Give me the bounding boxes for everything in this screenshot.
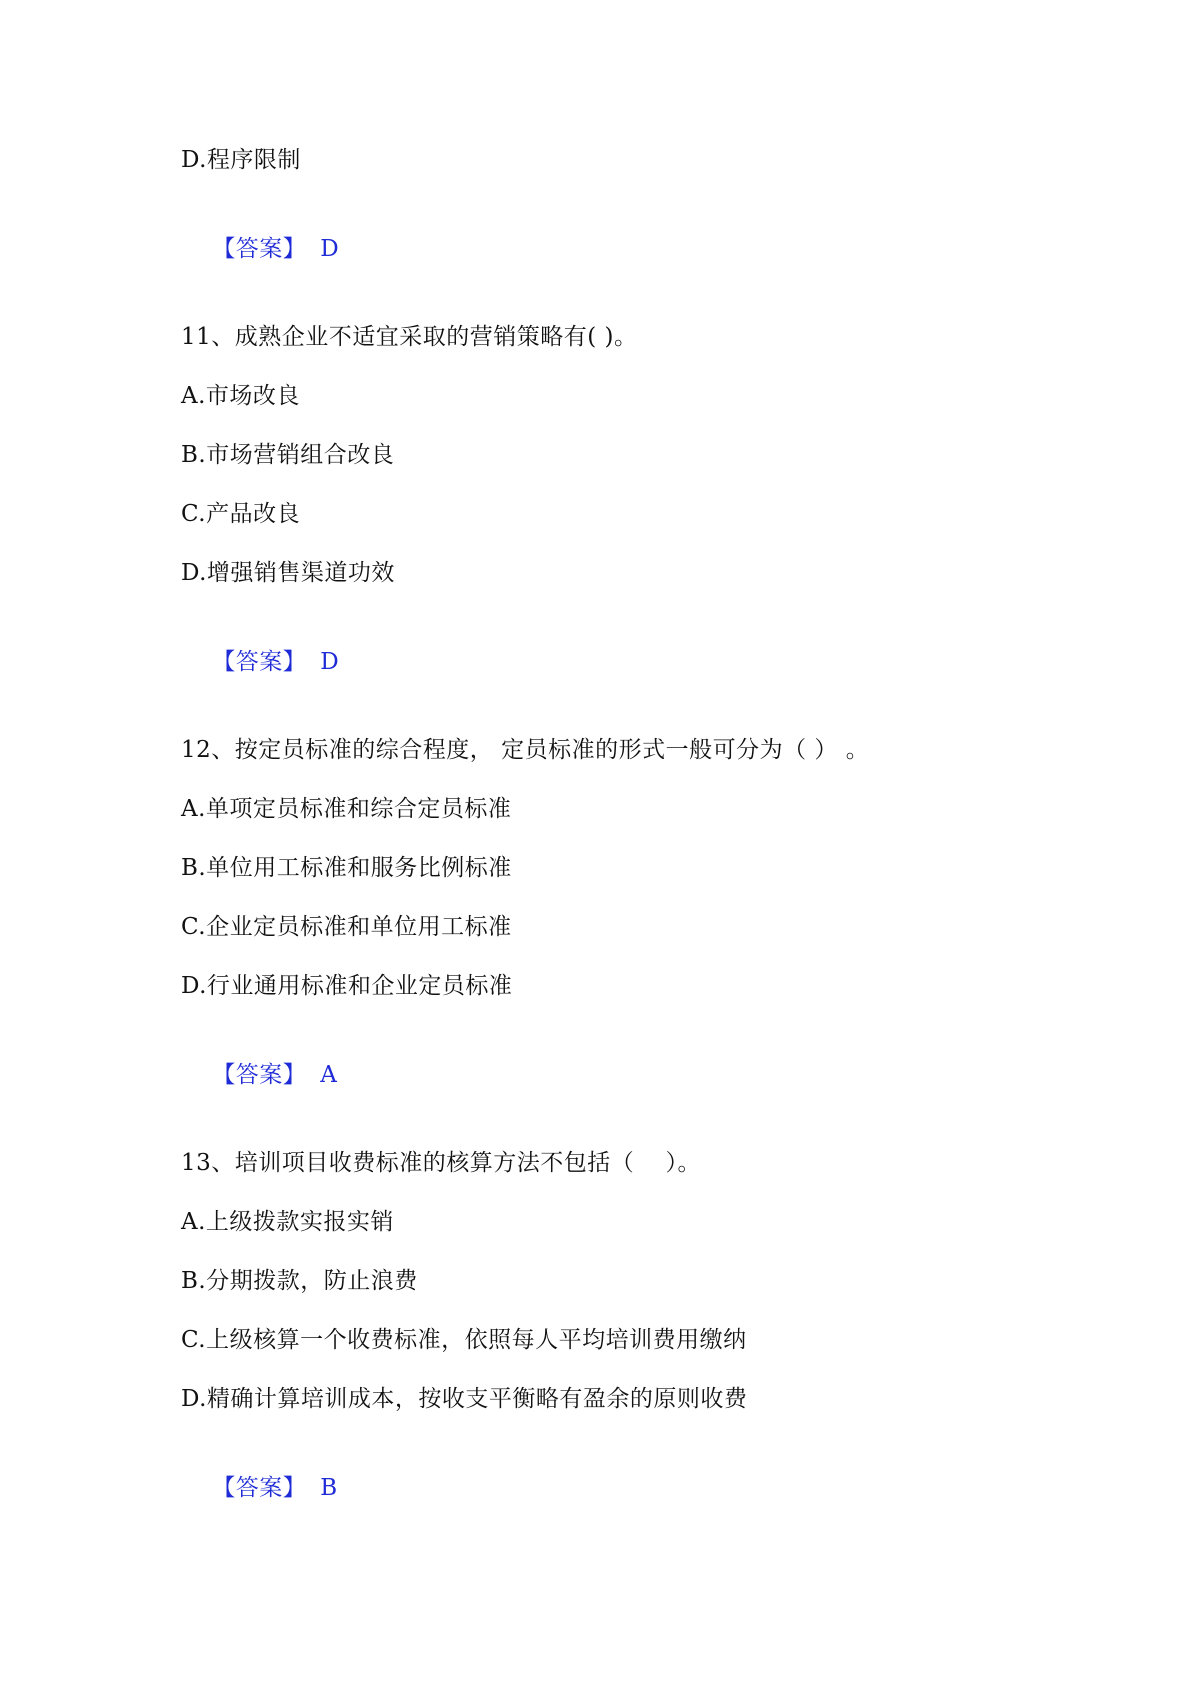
option-a-12: A.单项定员标准和综合定员标准 [181,796,512,822]
question-stem-11: 11、成熟企业不适宜采取的营销策略有( )。 [181,324,638,350]
option-b-12: B.单位用工标准和服务比例标准 [181,855,512,881]
answer-label: 【答案】 [212,1475,307,1501]
option-d-11: D.增强销售渠道功效 [181,560,395,586]
option-c-11: C.产品改良 [181,501,301,527]
answer-line-prev [181,204,339,294]
option-d-12: D.行业通用标准和企业定员标准 [181,973,513,999]
answer-value: A [320,1062,338,1088]
answer-label: 【答案】 [212,1062,307,1088]
answer-line-11 [181,617,339,707]
answer-line-13 [181,1443,338,1533]
option-b-13: B.分期拨款，防止浪费 [181,1268,418,1294]
answer-label: 【答案】 [212,236,307,262]
question-stem-13: 13、培训项目收费标准的核算方法不包括（ ）。 [181,1150,702,1176]
option-a-11: A.市场改良 [181,383,300,409]
answer-label: 【答案】 [212,649,307,675]
option-d-prev: D.程序限制 [181,147,301,173]
option-c-13: C.上级核算一个收费标准，依照每人平均培训费用缴纳 [181,1327,747,1353]
question-stem-12: 12、按定员标准的综合程度， 定员标准的形式一般可分为（ ） 。 [181,737,870,763]
answer-value: D [320,649,340,675]
answer-value: D [320,236,340,262]
answer-value: B [320,1475,338,1501]
option-b-11: B.市场营销组合改良 [181,442,395,468]
option-c-12: C.企业定员标准和单位用工标准 [181,914,512,940]
answer-line-12 [181,1030,337,1120]
option-a-13: A.上级拨款实报实销 [181,1209,394,1235]
option-d-13: D.精确计算培训成本，按收支平衡略有盈余的原则收费 [181,1386,748,1412]
